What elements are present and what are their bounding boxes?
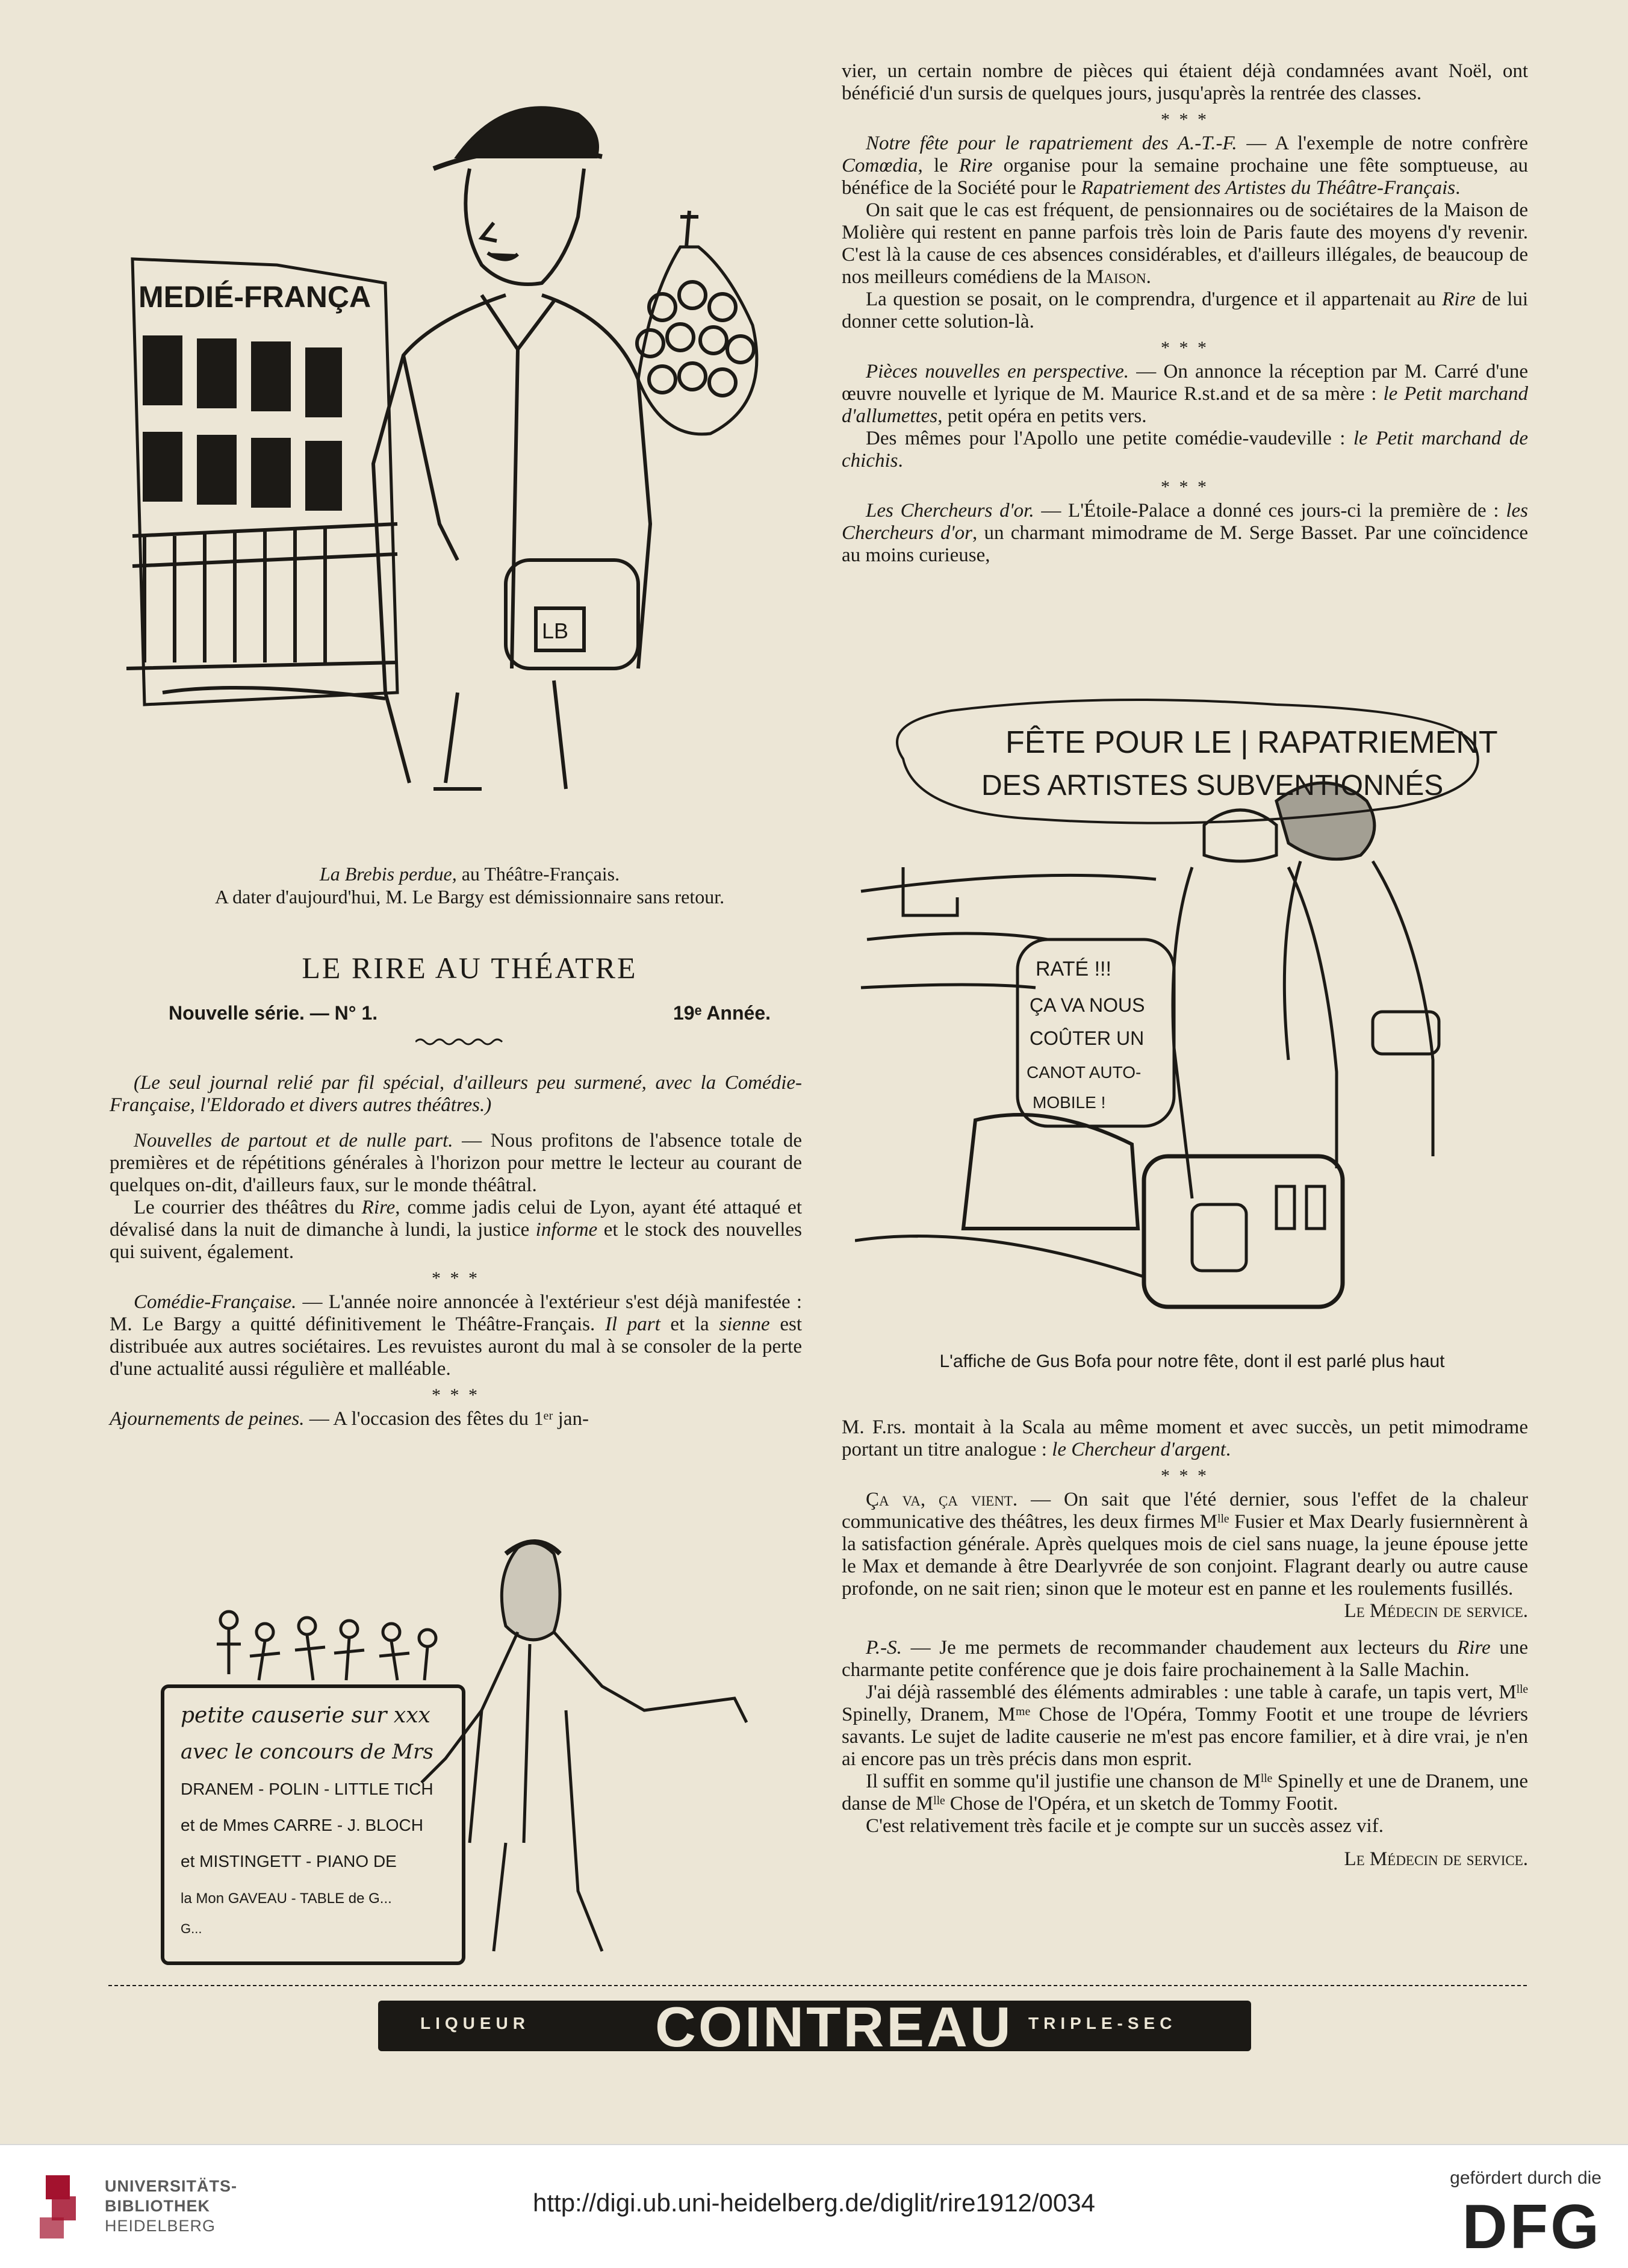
advert-separator (108, 1981, 1529, 1990)
p4-text: — A l'occasion des fêtes du 1ᵉʳ jan- (304, 1408, 589, 1430)
advert-brand: COINTREAU (655, 1995, 1013, 2058)
r-p0: vier, un certain nombre de pièces qui étaient déjà condamnées avant Noël, ont bénéficié d'un sursis de quelques jours, jusqu'après la rentrée des classes. (842, 60, 1528, 104)
r-p5-b: . (898, 450, 903, 472)
r-p1-rire: Rire (958, 155, 993, 176)
sign-line-7: G... (181, 1921, 202, 1936)
p2-text-c: et le stock des nouvelles qui suivent, également. (110, 1219, 802, 1263)
bubble-line-5: MOBILE ! (1033, 1093, 1106, 1112)
p2-rire: Rire (361, 1197, 396, 1218)
r-p5-a: Des mêmes pour l'Apollo une petite comédie-vaudeville : (866, 428, 1353, 449)
right-column-top (842, 60, 1528, 567)
bubble-line-3: COÛTER UN (1030, 1027, 1145, 1049)
r-p1-d: . (1455, 177, 1461, 199)
separator-stars: * * * (432, 1268, 480, 1288)
r-p4-a: — On annonce la réception par M. Carré d'une œuvre nouvelle et lyrique de M. Maurice R.st.and et de sa mère : (842, 361, 1528, 405)
separator-stars: * * * (432, 1385, 480, 1405)
bubble-line-1: RATÉ !!! (1036, 958, 1111, 980)
r-p9-rire: Rire (1457, 1637, 1491, 1659)
r-p1-c: organise pour la semaine prochaine une fête somptueuse, au bénéfice de la Société pour le (842, 155, 1528, 199)
intro-text: (Le seul journal relié par fil spécial, d'ailleurs peu surmené, avec la Comédie-Française, l'Eldorado et divers autres théâtres.) (110, 1072, 802, 1116)
p4-lead: Ajournements de peines. (110, 1408, 305, 1430)
p3-lead: Comédie-Française. (134, 1291, 297, 1313)
r-p1-lead: Notre fête pour le rapatriement des A.-T.-F. (866, 132, 1237, 154)
p1-lead: Nouvelles de partout et de nulle part. (134, 1130, 453, 1151)
r-p1-societe: Rapatriement des Artistes du Théâtre-Français (1081, 177, 1456, 199)
bubble-line-4: CANOT AUTO- (1027, 1063, 1142, 1082)
r-p7-b: . (1225, 1439, 1231, 1460)
r-p3-rire: Rire (1442, 288, 1476, 310)
digitization-footer (0, 2144, 1628, 2268)
r-p4-title: le Petit marchand d'allumettes (842, 383, 1528, 427)
series-year: 19ᵉ Année. (673, 1002, 771, 1024)
series-line (169, 1002, 771, 1024)
r-p2-b: . (1146, 266, 1151, 288)
p2-text-b: , comme jadis celui de Lyon, ayant été attaqué et dévalisé dans la nuit de dimanche à lundi, la justice (110, 1197, 802, 1241)
r-p5-title: le Petit marchand de chichis (842, 428, 1528, 472)
sign-line-1: petite causerie sur xxx (181, 1703, 430, 1728)
sign-line-2: avec le concours de Mrs (181, 1740, 433, 1764)
r-p6-a: — L'Étoile-Palace a donné ces jours-ci la première de : (1034, 500, 1506, 522)
r-p1-a: — A l'exemple de notre confrère (1237, 132, 1528, 154)
p3-sienne: sienne (719, 1313, 770, 1335)
library-line-2: BIBLIOTHEK (105, 2197, 210, 2215)
source-url-link[interactable]: http://digi.ub.uni-heidelberg.de/diglit/rire1912/0034 (533, 2189, 1095, 2217)
left-column (110, 1072, 802, 1430)
sign-line-6: la Mon GAVEAU - TABLE de G... (181, 1890, 392, 1907)
illustration-causerie (144, 1530, 819, 1969)
caption-title-italic: La Brebis perdue, (319, 863, 457, 885)
r-p9-b: une charmante petite conférence que je dois faire prochainement à la Salle Machin. (842, 1637, 1528, 1681)
r-p1-comoedia: Comœdia (842, 155, 918, 176)
r-p2-maison: Maison (1086, 266, 1146, 288)
ornament-wave (415, 1036, 506, 1048)
r-p7-title: le Chercheur d'argent (1052, 1439, 1226, 1460)
cointreau-advert (378, 1995, 1251, 2058)
p1-text: — Nous profitons de l'absence totale de premières et de répétitions générales à l'horizon pour mettre le lecteur au courant de quelques on-dit, d'ailleurs faux, sur le monde théâtral. (110, 1130, 802, 1196)
poster-banner-line-1: FÊTE POUR LE | RAPATRIEMENT (1005, 725, 1498, 760)
series-number: Nouvelle série. — N° 1. (169, 1002, 378, 1024)
r-p2-a: On sait que le cas est fréquent, de pensionnaires ou de sociétaires de la Maison de Molière qui restent en panne parfois très loin de Paris faute des moyens d'y revenir. C'est là la cause de ces absences considérables, et d'ailleurs illégales, de beaucoup de nos meilleurs comédiens de la (842, 199, 1528, 288)
p2-text-a: Le courrier des théâtres du (134, 1197, 362, 1218)
r-p4-b: , petit opéra en petits vers. (937, 405, 1147, 427)
separator-stars: * * * (1161, 338, 1209, 358)
p3-text-a: — L'année noire annoncée à l'extérieur s'est déjà manifestée : M. Le Bargy a quitté définitivement le Théâtre-Français. (110, 1291, 802, 1335)
r-p8-lead: Ça va, ça vient. (866, 1489, 1018, 1510)
p3-text-b: et la (660, 1313, 719, 1335)
p3-text-c: est distribuée aux autres sociétaires. Les revuistes auront du mal à se consoler de la perte d'une actualité aussi régulière et malléable. (110, 1313, 802, 1380)
separator-stars: * * * (1161, 1466, 1209, 1486)
r-p4-lead: Pièces nouvelles en perspective. (866, 361, 1129, 382)
advert-triple-sec: TRIPLE-SEC (1028, 2014, 1177, 2033)
p3-part: Il part (604, 1313, 660, 1335)
separator-stars: * * * (1161, 477, 1209, 497)
poster-banner-line-2: DES ARTISTES SUBVENTIONNÉS (981, 770, 1444, 802)
r-p3-b: de lui donner cette solution-là. (842, 288, 1528, 332)
building-sign: MEDIÉ-FRANÇA (138, 280, 371, 314)
r-p6-title: les Chercheurs d'or (842, 500, 1529, 544)
r-p10: J'ai déjà rassemblé des éléments admirables : une table à carafe, un tapis vert, Mˡˡᵉ Spinelly, Dranem, Mᵐᵉ Chose de l'Opéra, Tommy Footit et une troupe de lévriers savants. Le sujet de ladite causerie ne m'est pas encore familier, et à dire vrai, je n'en ai encore pas un très précis dans mon esprit. (842, 1681, 1528, 1770)
dfg-logo: DFG (1462, 2192, 1602, 2262)
r-p12: C'est relativement très facile et je compte sur un succès assez vif. (866, 1815, 1384, 1837)
signature-medecin: Le Médecin de service. (1344, 1600, 1528, 1622)
separator-stars: * * * (1161, 110, 1209, 129)
r-p1-b: , le (918, 155, 959, 176)
illustration-le-bargy (120, 66, 813, 837)
library-line-1: UNIVERSITÄTS- (105, 2177, 238, 2195)
advert-liqueur: LIQUEUR (420, 2014, 530, 2033)
right-column-bottom (842, 1416, 1528, 1871)
p2-informe: informe (535, 1219, 598, 1241)
hatbox-initials: LB (542, 618, 569, 643)
sign-line-5: et MISTINGETT - PIANO DE (181, 1852, 397, 1871)
library-line-3: HEIDELBERG (105, 2217, 216, 2235)
r-p3-a: La question se posait, on le comprendra, d'urgence et il appartenait au (866, 288, 1443, 310)
caption-brebis (120, 862, 819, 908)
signature-medecin-2: Le Médecin de service. (1344, 1848, 1528, 1870)
illustration-bofa-poster (855, 687, 1523, 1337)
section-title: LE RIRE AU THÉATRE (302, 951, 638, 985)
caption-subline: A dater d'aujourd'hui, M. Le Bargy est démissionnaire sans retour. (214, 886, 725, 908)
r-p6-lead: Les Chercheurs d'or. (866, 500, 1034, 522)
caption-title-rest: au Théâtre-Français. (456, 863, 620, 885)
sign-line-3: DRANEM - POLIN - LITTLE TICH (181, 1780, 433, 1798)
r-p9-a: — Je me permets de recommander chaudement aux lecteurs du (901, 1637, 1458, 1659)
bubble-line-2: ÇA VA NOUS (1030, 994, 1145, 1016)
r-p6-b: , un charmant mimodrame de M. Serge Basset. Par une coïncidence au moins curieuse, (842, 522, 1529, 566)
r-p11: Il suffit en somme qu'il justifie une chanson de Mˡˡᵉ Spinelly et une de Dranem, une danse de Mˡˡᵉ Chose de l'Opéra, et un sketch de Tommy Footit. (842, 1771, 1528, 1815)
sign-line-4: et de Mmes CARRE - J. BLOCH (181, 1816, 423, 1834)
caption-bofa: L'affiche de Gus Bofa pour notre fête, dont il est parlé plus haut (939, 1351, 1445, 1371)
r-p9-lead: P.-S. (866, 1637, 902, 1659)
funding-label: gefördert durch die (1450, 2168, 1602, 2188)
r-p7-a: M. F.rs. montait à la Scala au même moment et avec succès, un petit mimodrame portant un titre analogue : (842, 1416, 1528, 1460)
r-p8-a: — On sait que l'été dernier, sous l'effet de la chaleur communicative des théâtres, les deux firmes Mˡˡᵉ Fusier et Max Dearly fusiernnèrent à la satisfaction générale. Après quelques mois de ciel sans nuage, la jeune épouse jette le Max et demande à être Dearlyvrée de son conjoint. Flagrant dearly ou autre cause profonde, on ne sait rien; sinon que le moteur est en panne et les roulements fusillés. (842, 1489, 1528, 1600)
